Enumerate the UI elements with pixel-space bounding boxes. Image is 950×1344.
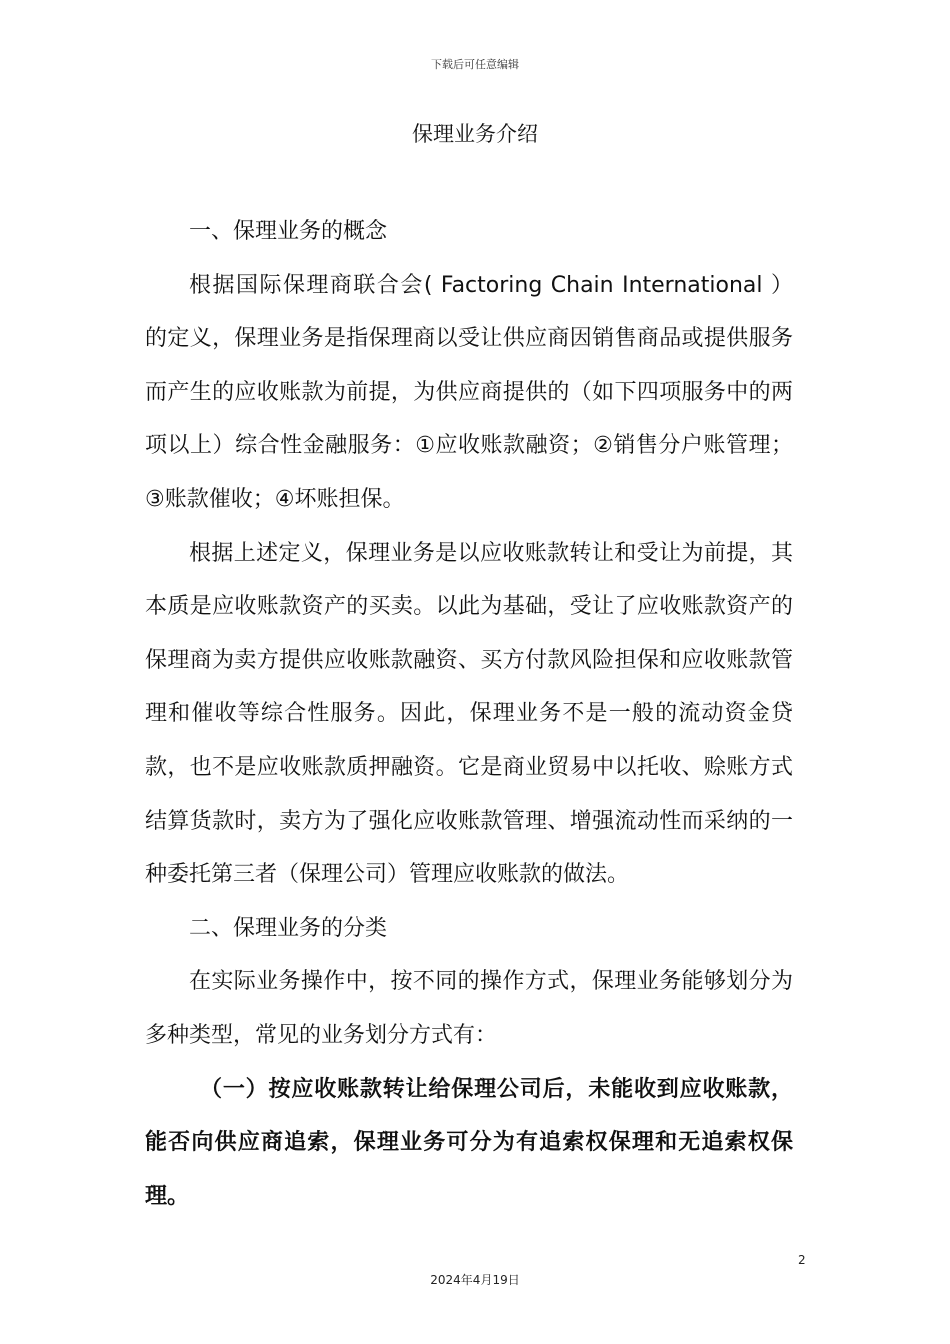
page-number: 2 xyxy=(798,1253,806,1267)
paragraph-classification-intro: 在实际业务操作中，按不同的操作方式，保理业务能够划分为多种类型，常见的业务划分方式有： xyxy=(145,969,793,1048)
section-heading-concept: 一、保理业务的概念 xyxy=(189,219,388,244)
section-heading-classification: 二、保理业务的分类 xyxy=(189,915,388,941)
footer-date: 2024年4月19日 xyxy=(430,1273,520,1287)
paragraph-definition: 根据国际保理商联合会( Factoring Chain International ）的定义，保理业务是指保理商以受让供应商因销售商品或提供服务而产生的应收账款为前提，为供应商提供的（如下四项服务中的两项以上）综合性金融服务：①应收账款融资；②销售分户账管理；③账款催收；④坏账担保。 xyxy=(145,272,793,512)
document-title: 保理业务介绍 xyxy=(412,122,538,146)
paragraph-essence: 根据上述定义，保理业务是以应收账款转让和受让为前提，其本质是应收账款资产的买卖。以此为基础，受让了应收账款资产的保理商为卖方提供应收账款融资、买方付款风险担保和应收账款管理和催收等综合性服务。因此，保理业务不是一般的流动资金贷款，也不是应收账款质押融资。它是商业贸易中以托收、赊账方式结算货款时，卖方为了强化应收账款管理、增强流动性而采纳的一种委托第三者（保理公司）管理应收账款的做法。 xyxy=(145,540,793,888)
document-body xyxy=(145,205,793,1223)
header-note: 下载后可任意编辑 xyxy=(431,58,519,71)
subheading-recourse: （一）按应收账款转让给保理公司后，未能收到应收账款，能否向供应商追索，保理业务可分为有追索权保理和无追索权保理。 xyxy=(145,1076,793,1209)
